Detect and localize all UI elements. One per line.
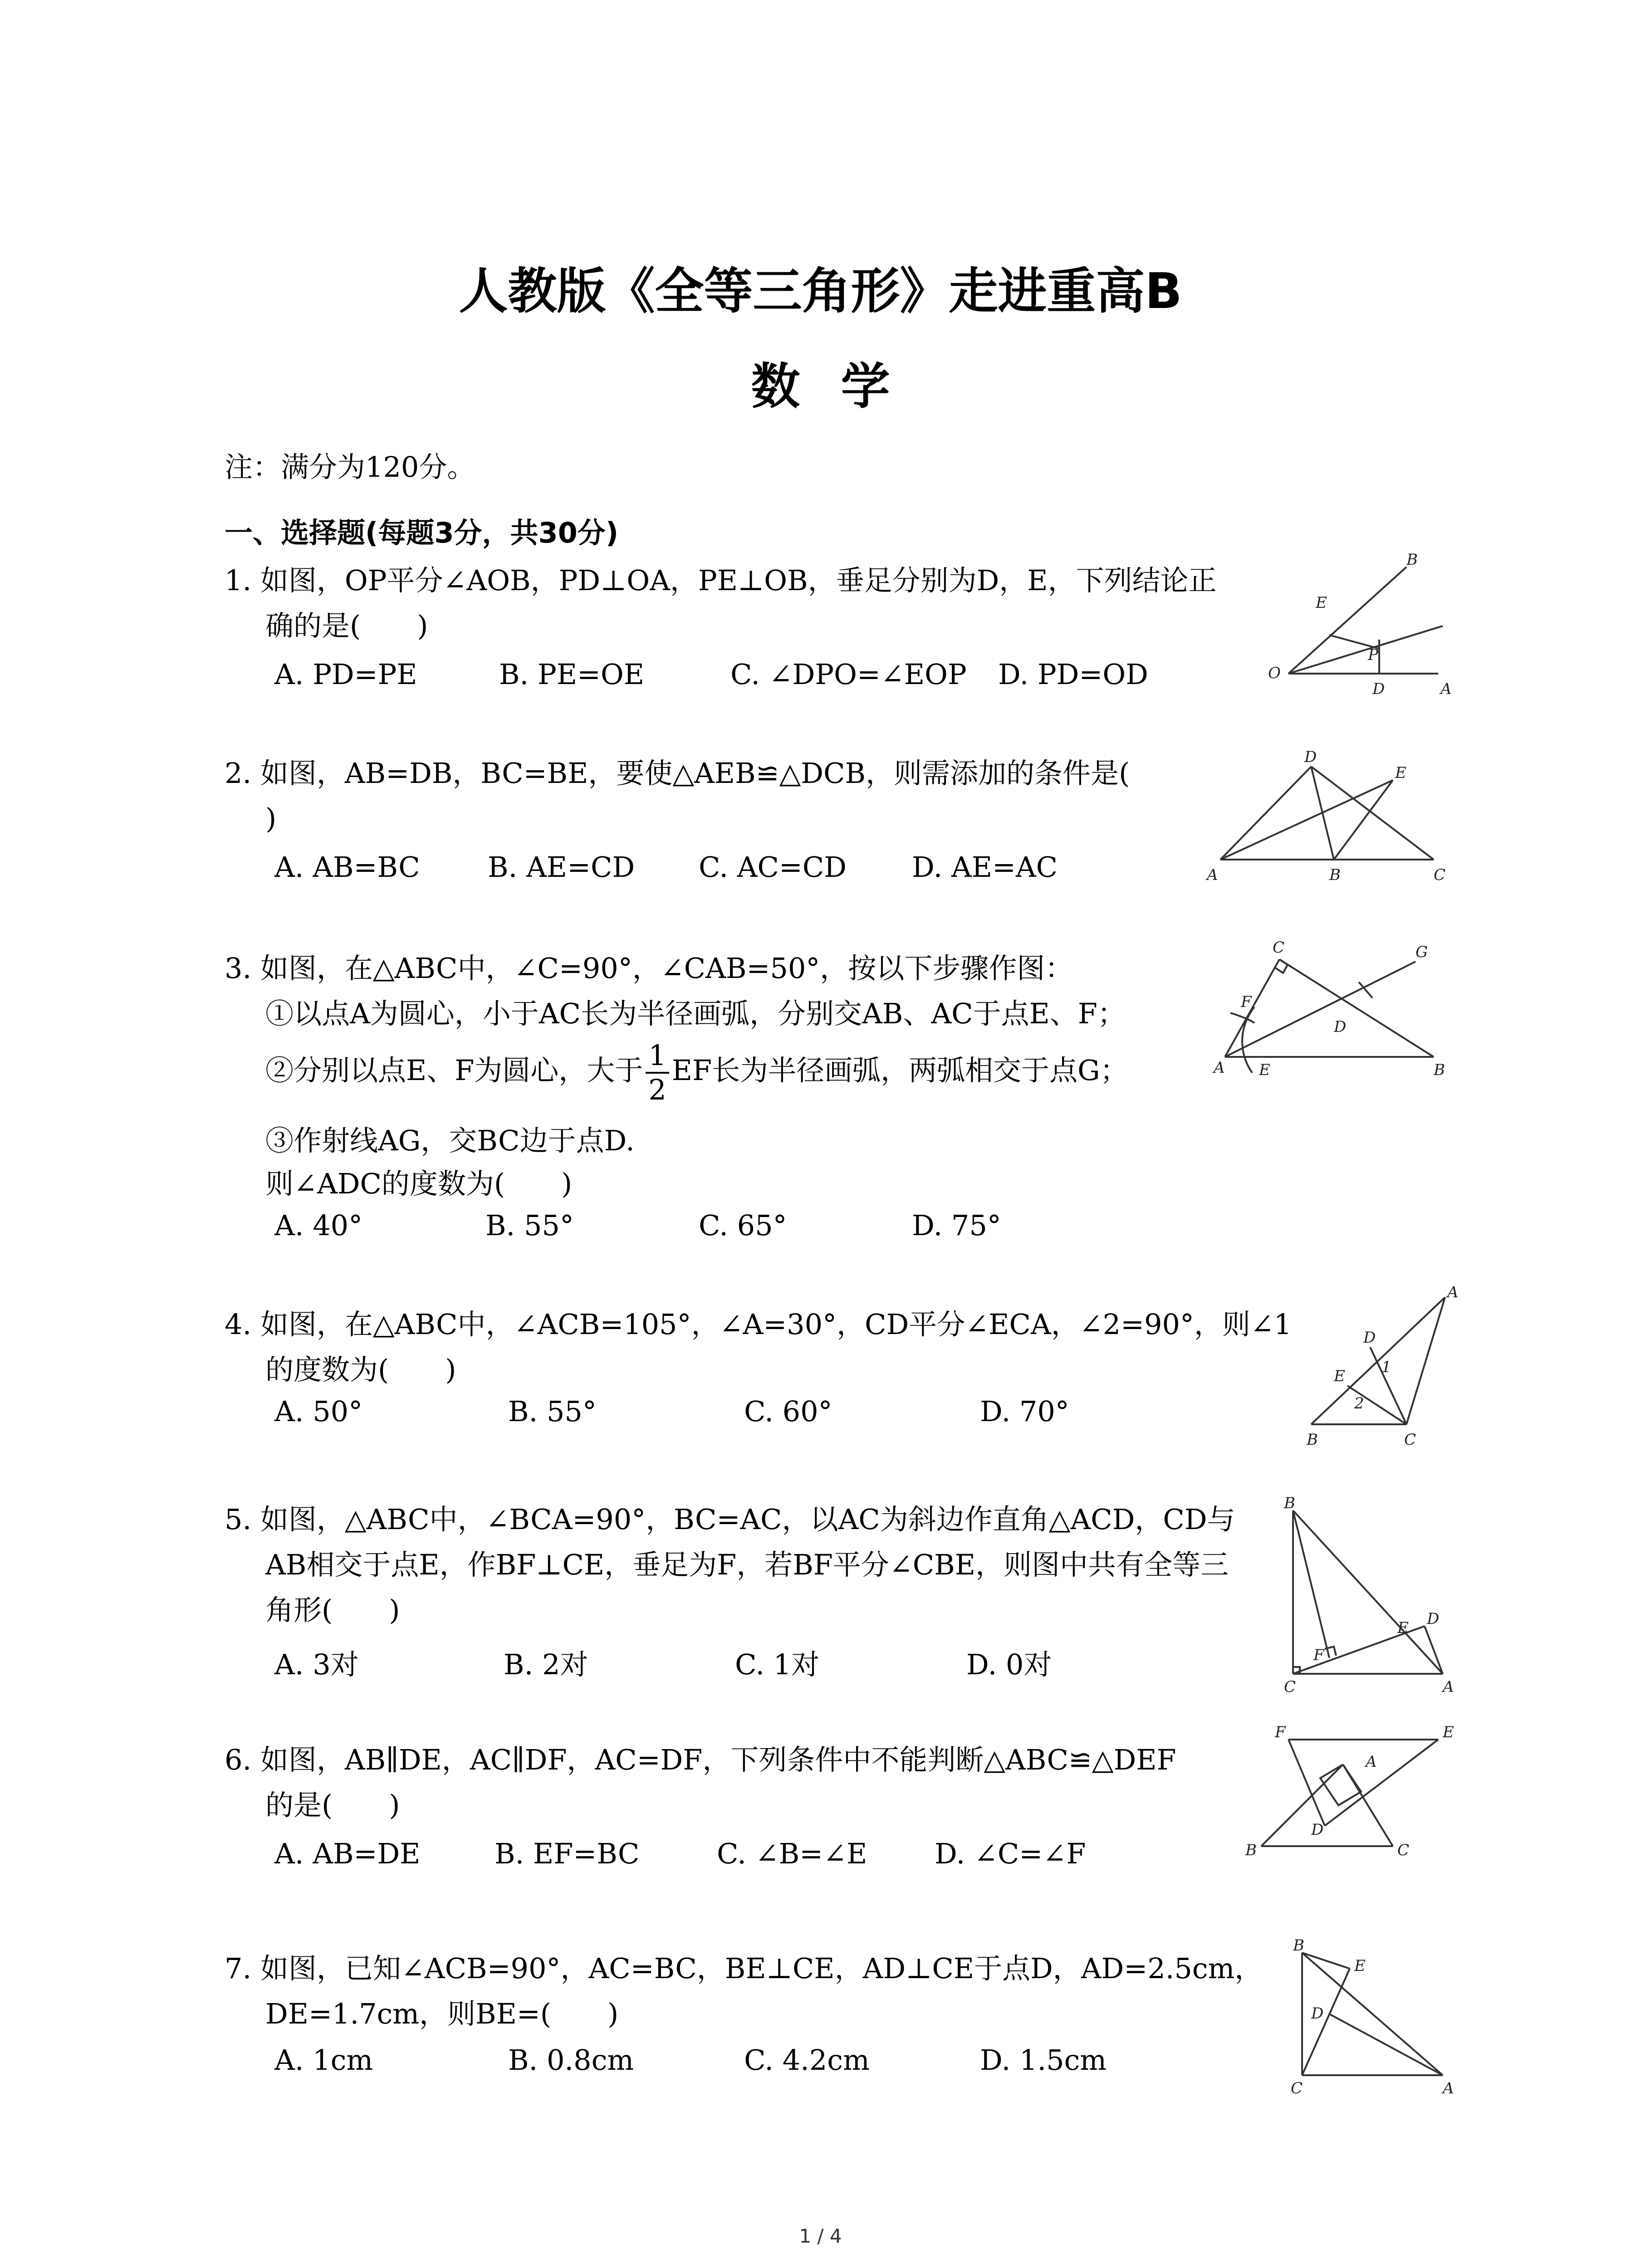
question-1-option-d[interactable]: D. PD=OD bbox=[998, 658, 1148, 691]
question-7-option-b[interactable]: B. 0.8cm bbox=[508, 2043, 634, 2077]
q7-label-d: D bbox=[1311, 2004, 1324, 2023]
question-7-line-1: 7. 如图，已知∠ACB=90°，AC=BC，BE⊥CE，AD⊥CE于点D，AD=2.5cm， bbox=[225, 1952, 1263, 1985]
q6-label-f: F bbox=[1275, 1723, 1286, 1741]
question-3-option-a[interactable]: A. 40° bbox=[274, 1209, 363, 1242]
question-4-option-b[interactable]: B. 55° bbox=[508, 1395, 597, 1428]
question-6-option-c[interactable]: C. ∠B=∠E bbox=[717, 1837, 867, 1870]
one-half-fraction bbox=[646, 1039, 669, 1106]
q4-label-2: 2 bbox=[1354, 1394, 1364, 1413]
q3-label-b: B bbox=[1434, 1061, 1445, 1079]
question-2-option-b[interactable]: B. AE=CD bbox=[488, 850, 635, 884]
question-1-option-a[interactable]: A. PD=PE bbox=[274, 658, 417, 691]
q4-label-e: E bbox=[1334, 1367, 1345, 1385]
q6-label-c: C bbox=[1397, 1841, 1410, 1859]
q7-label-b: B bbox=[1293, 1936, 1304, 1955]
fraction-denominator: 2 bbox=[648, 1073, 666, 1106]
question-5-option-d[interactable]: D. 0对 bbox=[966, 1648, 1052, 1681]
question-3-step-2 bbox=[265, 1036, 1128, 1106]
question-2-option-c[interactable]: C. AC=CD bbox=[699, 850, 847, 884]
question-2-line-1: 2. 如图，AB=DB，BC=BE，要使△AEB≌△DCB，则需添加的条件是( bbox=[225, 757, 1130, 790]
q7-label-a: A bbox=[1443, 2079, 1454, 2097]
q3-label-a: A bbox=[1214, 1059, 1225, 1077]
question-4-figure bbox=[1288, 1283, 1461, 1461]
q5-label-b: B bbox=[1284, 1494, 1295, 1512]
question-1-line-1: 1. 如图，OP平分∠AOB，PD⊥OA，PE⊥OB，垂足分别为D，E，下列结论正 bbox=[225, 564, 1217, 597]
q5-label-a: A bbox=[1443, 1678, 1454, 1696]
q5-label-f: F bbox=[1313, 1646, 1324, 1664]
section-heading: 一、选择题(每题3分，共30分) bbox=[225, 516, 619, 549]
q2-label-e: E bbox=[1395, 764, 1406, 782]
page-number: 1 / 4 bbox=[799, 2225, 842, 2247]
question-5-option-b[interactable]: B. 2对 bbox=[504, 1648, 588, 1681]
question-3-option-b[interactable]: B. 55° bbox=[485, 1209, 574, 1242]
q7-label-e: E bbox=[1354, 1957, 1366, 1975]
q1-label-p: P bbox=[1368, 646, 1378, 664]
q3-label-f: F bbox=[1241, 993, 1252, 1011]
question-2-option-a[interactable]: A. AB=BC bbox=[274, 850, 420, 884]
question-1-option-b[interactable]: B. PE=OE bbox=[499, 658, 644, 691]
q6-label-b: B bbox=[1245, 1841, 1257, 1859]
question-1-option-c[interactable]: C. ∠DPO=∠EOP bbox=[730, 658, 967, 691]
question-5-option-c[interactable]: C. 1对 bbox=[735, 1648, 820, 1681]
question-3-option-d[interactable]: D. 75° bbox=[912, 1209, 1001, 1242]
question-2-line-2: ) bbox=[265, 802, 277, 835]
question-7-line-2: DE=1.7cm，则BE=( ) bbox=[265, 1997, 619, 2030]
question-2-figure bbox=[1202, 742, 1456, 891]
q1-label-d: D bbox=[1372, 680, 1385, 698]
q3-label-c: C bbox=[1273, 938, 1285, 957]
page-title: 人教版《全等三角形》走进重高B bbox=[459, 263, 1182, 320]
question-4-option-a[interactable]: A. 50° bbox=[274, 1395, 363, 1428]
q2-label-a: A bbox=[1207, 866, 1218, 884]
question-3-line-1: 3. 如图，在△ABC中，∠C=90°，∠CAB=50°，按以下步骤作图： bbox=[225, 952, 1073, 985]
q3-label-g: G bbox=[1416, 943, 1428, 961]
question-3-figure bbox=[1202, 937, 1456, 1086]
q1-label-a: A bbox=[1440, 680, 1452, 698]
question-4-option-d[interactable]: D. 70° bbox=[980, 1395, 1069, 1428]
question-4-option-c[interactable]: C. 60° bbox=[744, 1395, 833, 1428]
q5-label-d: D bbox=[1427, 1610, 1440, 1628]
question-7-option-a[interactable]: A. 1cm bbox=[274, 2043, 373, 2077]
q4-label-1: 1 bbox=[1381, 1358, 1391, 1376]
question-4-line-1: 4. 如图，在△ABC中，∠ACB=105°，∠A=30°，CD平分∠ECA，∠2=90°，则∠1 bbox=[225, 1308, 1292, 1341]
question-6-option-a[interactable]: A. AB=DE bbox=[274, 1837, 421, 1870]
subject-heading: 数学 bbox=[751, 358, 931, 415]
q5-label-c: C bbox=[1284, 1678, 1296, 1696]
fraction-numerator: 1 bbox=[646, 1039, 669, 1074]
question-6-option-b[interactable]: B. EF=BC bbox=[495, 1837, 640, 1870]
question-6-option-d[interactable]: D. ∠C=∠F bbox=[935, 1837, 1086, 1870]
q7-label-c: C bbox=[1291, 2079, 1303, 2097]
q5-label-e: E bbox=[1397, 1619, 1409, 1637]
question-1-line-2: 确的是( ) bbox=[265, 609, 428, 642]
question-3-step-1: ①以点A为圆心，小于AC长为半径画弧，分别交AB、AC于点E、F； bbox=[265, 997, 1126, 1030]
score-note: 注：满分为120分。 bbox=[225, 450, 475, 484]
question-6-figure bbox=[1225, 1724, 1461, 1869]
q1-label-o: O bbox=[1268, 664, 1281, 682]
question-3-option-c[interactable]: C. 65° bbox=[699, 1209, 787, 1242]
q4-label-b: B bbox=[1307, 1431, 1318, 1449]
q2-label-b: B bbox=[1329, 866, 1341, 884]
q1-label-b: B bbox=[1406, 551, 1418, 569]
question-5-line-2: AB相交于点E，作BF⊥CE，垂足为F，若BF平分∠CBE，则图中共有全等三 bbox=[265, 1548, 1229, 1581]
q6-label-e: E bbox=[1443, 1723, 1454, 1741]
question-5-line-1: 5. 如图，△ABC中，∠BCA=90°，BC=AC，以AC为斜边作直角△ACD，CD与 bbox=[225, 1503, 1235, 1536]
question-6-line-1: 6. 如图，AB∥DE，AC∥DF，AC=DF，下列条件中不能判断△ABC≌△DEF bbox=[225, 1743, 1176, 1776]
q4-label-d: D bbox=[1363, 1329, 1376, 1347]
question-3-ask: 则∠ADC的度数为( ) bbox=[265, 1167, 573, 1200]
q2-label-d: D bbox=[1304, 748, 1317, 766]
q6-label-a: A bbox=[1366, 1753, 1377, 1771]
question-6-line-2: 的是( ) bbox=[265, 1789, 400, 1822]
question-3-step-2-start: ②分别以点E、F为圆心，大于 bbox=[265, 1054, 643, 1087]
q4-label-c: C bbox=[1404, 1431, 1416, 1449]
question-7-figure bbox=[1266, 1935, 1461, 2098]
question-4-line-2: 的度数为( ) bbox=[265, 1353, 456, 1386]
question-2-option-d[interactable]: D. AE=AC bbox=[912, 850, 1058, 884]
question-7-option-d[interactable]: D. 1.5cm bbox=[980, 2043, 1107, 2077]
question-1-figure bbox=[1261, 553, 1452, 703]
q3-label-e: E bbox=[1259, 1061, 1270, 1079]
question-5-line-3: 角形( ) bbox=[265, 1593, 400, 1627]
question-3-step-2-end: EF长为半径画弧，两弧相交于点G； bbox=[671, 1054, 1128, 1087]
q2-label-c: C bbox=[1434, 866, 1446, 884]
question-7-option-c[interactable]: C. 4.2cm bbox=[744, 2043, 870, 2077]
question-5-figure bbox=[1266, 1492, 1461, 1701]
q3-label-d: D bbox=[1334, 1018, 1347, 1036]
q4-label-a: A bbox=[1447, 1283, 1459, 1301]
question-3-step-3: ③作射线AG，交BC边于点D. bbox=[265, 1124, 635, 1157]
q1-label-e: E bbox=[1316, 594, 1327, 612]
q6-label-d: D bbox=[1311, 1821, 1324, 1839]
question-5-option-a[interactable]: A. 3对 bbox=[274, 1648, 359, 1681]
